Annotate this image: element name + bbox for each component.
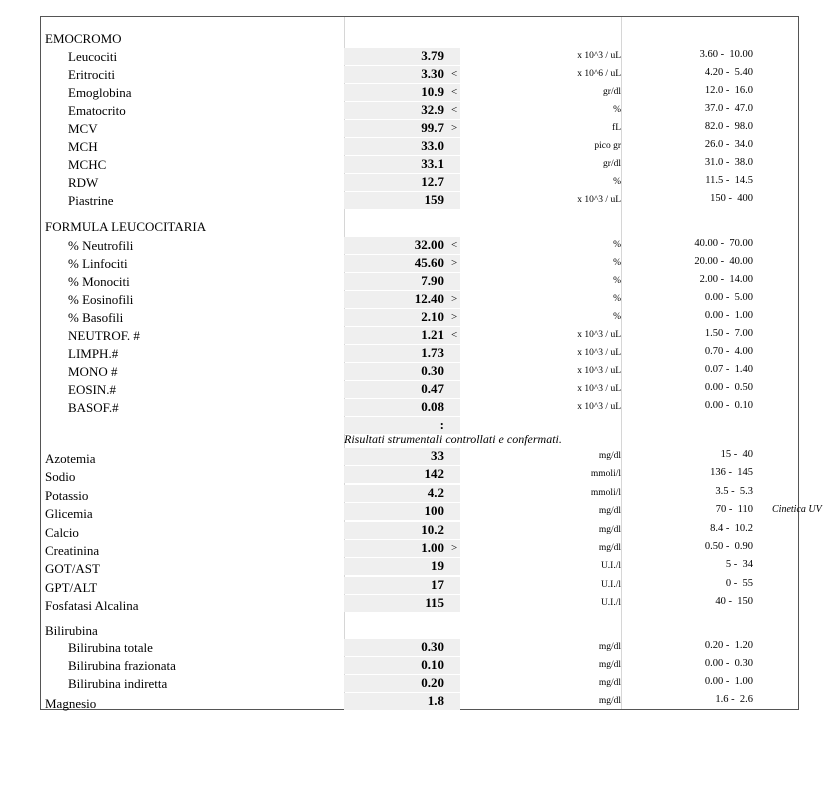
abnormal-flag: > — [451, 311, 458, 323]
test-value: 45.60 — [414, 255, 444, 270]
result-row — [41, 362, 800, 380]
result-row — [41, 638, 800, 656]
test-unit: U.I./l — [600, 579, 621, 590]
test-name: Calcio — [45, 524, 79, 540]
test-unit: % — [613, 312, 621, 322]
test-name: % Eosinofili — [68, 292, 134, 307]
reference-range: 1.6 - 2.6 — [715, 694, 753, 705]
test-name: % Neutrofili — [68, 238, 134, 253]
test-value: 1.73 — [421, 345, 444, 360]
test-unit: x 10^3 / uL — [577, 195, 621, 205]
result-row — [41, 155, 800, 173]
test-value: 3.79 — [421, 48, 444, 63]
result-row — [41, 502, 822, 522]
abnormal-flag: > — [451, 542, 458, 554]
result-row — [41, 101, 800, 119]
result-row — [41, 83, 800, 101]
result-row — [41, 308, 800, 326]
test-name: % Linfociti — [68, 256, 128, 271]
reference-range: 136 - 145 — [710, 467, 753, 479]
test-value: 142 — [424, 466, 444, 482]
reference-range: 0 - 55 — [725, 577, 753, 589]
test-name: GOT/AST — [45, 561, 100, 577]
test-unit: % — [613, 294, 621, 304]
test-name: NEUTROF. # — [68, 328, 140, 343]
result-row — [41, 398, 800, 416]
reference-range: 82.0 - 98.0 — [704, 121, 753, 132]
section-title-bilirubina: Bilirubina — [45, 623, 98, 638]
reference-range: 0.00 - 1.00 — [704, 310, 753, 321]
result-row — [41, 290, 800, 308]
instrument-remark: Risultati strumentali controllati e confermati. — [344, 432, 562, 446]
test-name: Creatinina — [45, 543, 100, 558]
test-value: 12.7 — [421, 174, 444, 189]
result-row — [41, 191, 800, 209]
result-row — [41, 254, 800, 272]
result-row — [41, 539, 800, 557]
result-row — [41, 173, 800, 191]
test-name: EOSIN.# — [68, 382, 117, 397]
abnormal-flag: < — [451, 68, 458, 80]
result-row — [41, 326, 800, 344]
test-unit: mg/dl — [598, 660, 621, 670]
test-unit: mg/dl — [598, 678, 621, 688]
test-name: MCV — [68, 121, 98, 136]
test-value: 0.20 — [421, 675, 444, 690]
test-value: 17 — [431, 576, 444, 592]
reference-range: 37.0 - 47.0 — [704, 103, 753, 114]
test-unit: mg/dl — [598, 543, 621, 553]
test-name: Potassio — [45, 487, 89, 503]
test-value: 1.21 — [421, 327, 444, 342]
test-unit: gr/dl — [603, 87, 621, 97]
result-row — [41, 521, 800, 539]
reference-range: 0.07 - 1.40 — [704, 364, 753, 375]
reference-range: 31.0 - 38.0 — [704, 157, 753, 168]
reference-range: 40.00 - 70.00 — [694, 238, 753, 249]
result-row — [41, 557, 800, 575]
reference-range: 150 - 400 — [710, 193, 753, 204]
test-unit: pico gr — [594, 141, 621, 151]
test-name: RDW — [68, 175, 99, 190]
test-name: Glicemia — [45, 506, 93, 522]
result-row — [41, 576, 800, 594]
reference-range: 11.5 - 14.5 — [705, 175, 753, 186]
test-value: 33.1 — [421, 156, 444, 171]
test-unit: % — [613, 276, 621, 286]
section-title-formula-leucocitaria: FORMULA LEUCOCITARIA — [45, 219, 207, 234]
abnormal-flag: < — [451, 104, 458, 116]
reference-range: 70 - 110 — [715, 504, 753, 516]
reference-range: 2.00 - 14.00 — [699, 274, 753, 285]
test-unit: % — [613, 105, 621, 115]
test-value: 0.10 — [421, 657, 444, 672]
colon-marker: : — [439, 417, 444, 432]
result-row — [41, 380, 800, 398]
result-row — [41, 65, 800, 83]
test-unit: U.I./l — [600, 598, 621, 609]
test-unit: x 10^3 / uL — [577, 384, 621, 394]
test-value: 19 — [431, 558, 444, 574]
abnormal-flag: > — [451, 293, 458, 305]
test-value: 0.30 — [421, 363, 444, 378]
test-value: 99.7 — [421, 120, 444, 135]
test-unit: % — [613, 258, 621, 268]
test-value: 0.30 — [421, 639, 444, 654]
result-row — [41, 594, 800, 612]
section-title-emocromo: EMOCROMO — [45, 31, 122, 46]
test-name: % Monociti — [68, 274, 130, 289]
test-value: 1.00 — [421, 540, 444, 555]
test-name: MCH — [68, 139, 98, 154]
test-name: Ematocrito — [68, 103, 126, 118]
reference-range: 20.00 - 40.00 — [694, 256, 753, 267]
test-name: Magnesio — [45, 696, 97, 711]
test-name: Leucociti — [68, 49, 118, 64]
test-value: 32.9 — [421, 102, 444, 117]
test-unit: x 10^3 / uL — [577, 366, 621, 376]
test-name: GPT/ALT — [45, 579, 98, 595]
result-row — [41, 272, 800, 290]
reference-range: 3.60 - 10.00 — [699, 49, 753, 60]
method-note: Cinetica UV — [772, 504, 822, 516]
test-unit: % — [613, 240, 621, 250]
test-unit: fL — [612, 123, 621, 133]
test-value: 7.90 — [421, 273, 444, 288]
reference-range: 1.50 - 7.00 — [704, 328, 753, 339]
test-value: 12.40 — [414, 291, 444, 306]
abnormal-flag: < — [451, 239, 458, 251]
test-value: 3.30 — [421, 66, 444, 81]
reference-range: 4.20 - 5.40 — [704, 67, 753, 78]
reference-range: 3.5 - 5.3 — [715, 485, 753, 497]
test-unit: mg/dl — [598, 506, 621, 517]
test-value: 100 — [424, 503, 444, 519]
test-value: 2.10 — [421, 309, 444, 324]
abnormal-flag: > — [451, 257, 458, 269]
test-name: Bilirubina frazionata — [68, 658, 176, 673]
test-unit: mg/dl — [598, 524, 621, 535]
test-unit: x 10^6 / uL — [577, 69, 621, 79]
test-unit: U.I./l — [600, 561, 621, 572]
test-unit: % — [613, 177, 621, 187]
reference-range: 8.4 - 10.2 — [710, 522, 753, 534]
test-name: Eritrociti — [68, 67, 115, 82]
test-unit: x 10^3 / uL — [577, 51, 621, 61]
test-value: 33 — [431, 448, 444, 463]
result-row — [41, 674, 800, 692]
reference-range: 0.20 - 1.20 — [704, 640, 753, 651]
test-value: 0.47 — [421, 381, 444, 396]
abnormal-flag: < — [451, 329, 458, 341]
test-value: 33.0 — [421, 138, 444, 153]
result-row — [41, 236, 800, 254]
result-row — [41, 484, 800, 502]
reference-range: 12.0 - 16.0 — [704, 85, 753, 96]
test-unit: mg/dl — [598, 642, 621, 652]
result-row — [41, 137, 800, 155]
test-name: BASOF.# — [68, 400, 119, 415]
test-unit: gr/dl — [603, 159, 621, 169]
test-value: 10.2 — [421, 521, 444, 537]
test-name: % Basofili — [68, 310, 124, 325]
test-name: Bilirubina indiretta — [68, 676, 168, 691]
reference-range: 40 - 150 — [715, 596, 753, 608]
reference-range: 0.00 - 0.30 — [704, 658, 753, 669]
test-value: 32.00 — [414, 237, 444, 252]
reference-range: 0.50 - 0.90 — [704, 541, 753, 552]
result-row — [41, 47, 800, 65]
test-name: MONO # — [68, 364, 118, 379]
abnormal-flag: < — [451, 86, 458, 98]
test-unit: mmoli/l — [590, 487, 621, 498]
test-name: Azotemia — [45, 451, 96, 466]
test-name: Bilirubina totale — [68, 640, 153, 655]
test-unit: mmoli/l — [590, 469, 621, 480]
test-unit: x 10^3 / uL — [577, 330, 621, 340]
test-name: Emoglobina — [68, 85, 132, 100]
test-value: 10.9 — [421, 84, 444, 99]
test-unit: x 10^3 / uL — [577, 348, 621, 358]
reference-range: 5 - 34 — [725, 559, 753, 571]
result-row — [41, 465, 800, 483]
result-row — [41, 344, 800, 362]
reference-range: 0.00 - 0.10 — [704, 400, 753, 411]
test-value: 0.08 — [421, 399, 444, 414]
lab-report-table — [40, 16, 822, 711]
result-row — [41, 119, 800, 137]
reference-range: 0.00 - 5.00 — [704, 292, 753, 303]
test-value: 115 — [425, 595, 444, 611]
test-value: 159 — [424, 192, 444, 207]
result-row — [41, 447, 800, 465]
test-name: Piastrine — [68, 193, 114, 208]
reference-range: 0.00 - 0.50 — [704, 382, 753, 393]
test-unit: x 10^3 / uL — [577, 402, 621, 412]
test-name: Fosfatasi Alcalina — [45, 598, 139, 614]
abnormal-flag: > — [451, 122, 458, 134]
test-name: MCHC — [68, 157, 107, 172]
reference-range: 15 - 40 — [720, 449, 753, 460]
result-row — [41, 656, 800, 674]
test-unit: mg/dl — [598, 451, 621, 461]
test-value: 4.2 — [427, 484, 444, 500]
test-value: 1.8 — [427, 693, 444, 708]
reference-range: 26.0 - 34.0 — [704, 139, 753, 150]
reference-range: 0.00 - 1.00 — [704, 676, 753, 687]
result-row — [41, 692, 800, 710]
reference-range: 0.70 - 4.00 — [704, 346, 753, 357]
test-unit: mg/dl — [598, 696, 621, 706]
test-name: Sodio — [45, 469, 76, 485]
test-name: LIMPH.# — [68, 346, 119, 361]
